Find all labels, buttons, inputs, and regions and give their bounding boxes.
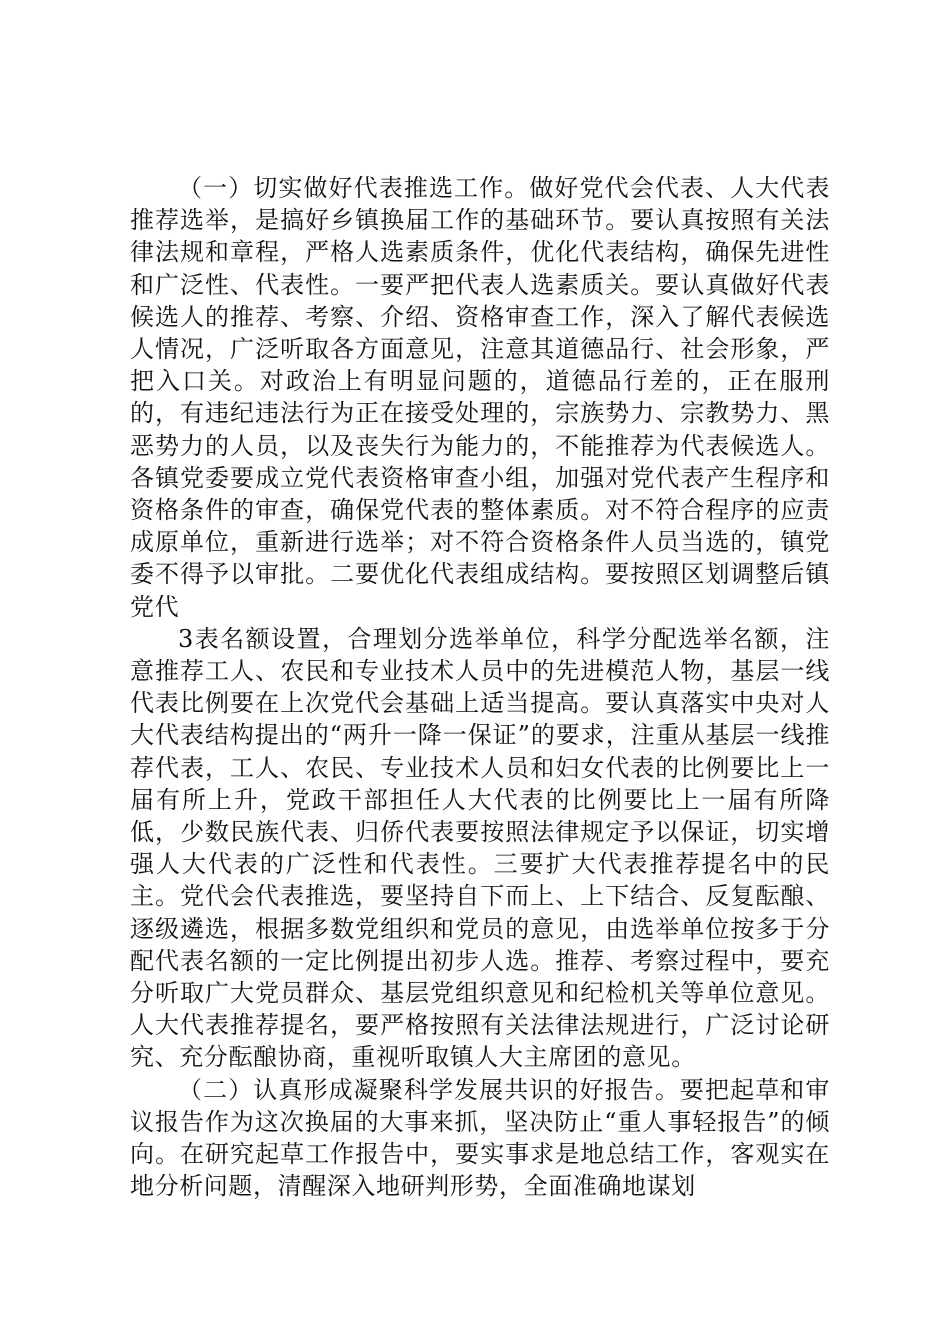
document-body <box>130 172 830 1203</box>
paragraph-3: （二）认真形成凝聚科学发展共识的好报告。要把起草和审议报告作为这次换届的大事来抓，坚决防止“重人事轻报告”的倾向。在研究起草工作报告中，要实事求是地总结工作，客观实在地分析问题，清醒深入地研判形势，全面准确地谋划 <box>130 1075 830 1201</box>
paragraph-2: 3表名额设置，合理划分选举单位，科学分配选举名额，注意推荐工人、农民和专业技术人员中的先进模范人物，基层一线代表比例要在上次党代会基础上适当提高。要认真落实中央对人大代表结构提出的“两升一降一保证”的要求，注重从基层一线推荐代表，工人、农民、专业技术人员和妇女代表的比例要比上一届有所上升，党政干部担任人大代表的比例要比上一届有所降低，少数民族代表、归侨代表要按照法律规定予以保证，切实增强人大代表的广泛性和代表性。三要扩大代表推荐提名中的民主。党代会代表推选，要坚持自下而上、上下结合、反复酝酿、逐级遴选，根据多数党组织和党员的意见，由选举单位按多于分配代表名额的一定比例提出初步人选。推荐、考察过程中，要充分听取广大党员群众、基层党组织意见和纪检机关等单位意见。人大代表推荐提名，要严格按照有关法律法规进行，广泛讨论研究、充分酝酿协商，重视听取镇人大主席团的意见。 <box>130 624 830 1072</box>
paragraph-1: （一）切实做好代表推选工作。做好党代会代表、人大代表推荐选举，是搞好乡镇换届工作的基础环节。要认真按照有关法律法规和章程，严格人选素质条件，优化代表结构，确保先进性和广泛性、代表性。一要严把代表人选素质关。要认真做好代表候选人的推荐、考察、介绍、资格审查工作，深入了解代表候选人情况，广泛听取各方面意见，注意其道德品行、社会形象，严把入口关。对政治上有明显问题的，道德品行差的，正在服刑的，有违纪违法行为正在接受处理的，宗族势力、宗教势力、黑恶势力的人员，以及丧失行为能力的，不能推荐为代表候选人。各镇党委要成立党代表资格审查小组，加强对党代表产生程序和资格条件的审查，确保党代表的整体素质。对不符合程序的应责成原单位，重新进行选举；对不符合资格条件人员当选的，镇党委不得予以审批。二要优化代表组成结构。要按照区划调整后镇党代 <box>130 174 830 621</box>
